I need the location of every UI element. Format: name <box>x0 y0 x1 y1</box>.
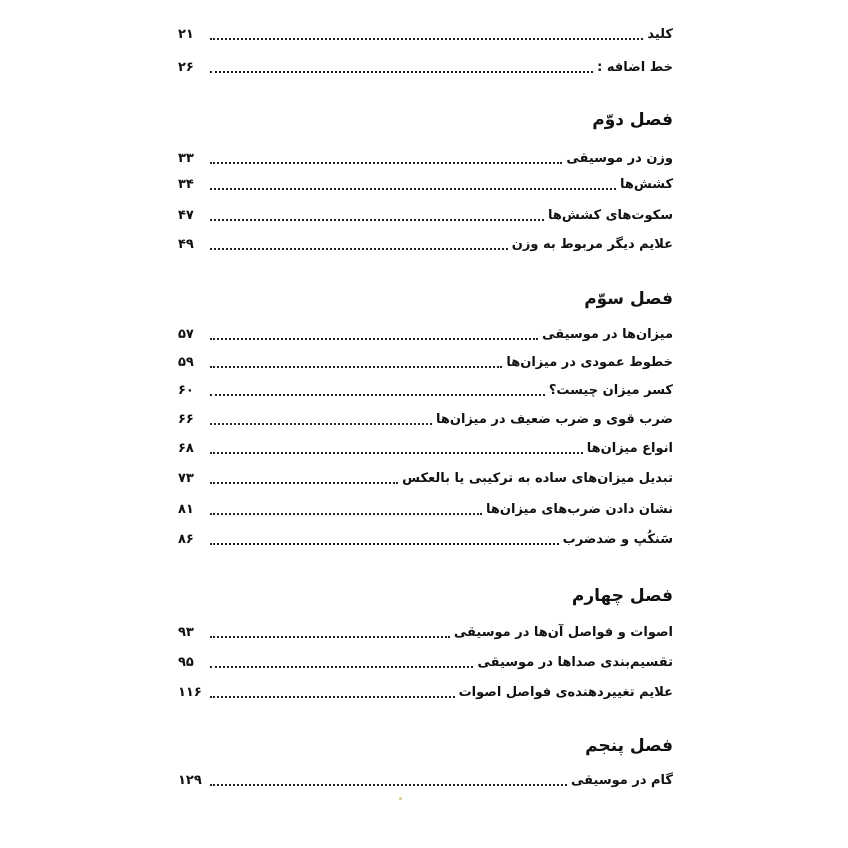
entry-title: تقسیم‌بندی صداها در موسیقی <box>477 655 673 670</box>
dot-leader <box>210 423 432 425</box>
dot-leader <box>210 188 616 190</box>
toc-entry[interactable] <box>178 350 673 372</box>
entry-page-number: ۸۶ <box>178 532 194 547</box>
entry-page-number: ۷۳ <box>178 471 194 486</box>
dot-leader <box>210 366 502 368</box>
toc-entry[interactable] <box>178 497 673 519</box>
dot-leader <box>210 696 455 698</box>
chapter-heading: فصل دوّم <box>592 110 673 130</box>
dot-leader <box>210 71 593 73</box>
toc-entry[interactable] <box>178 378 673 400</box>
entry-title: کشش‌ها <box>619 177 673 192</box>
entry-title: سکوت‌های کشش‌ها <box>548 208 673 223</box>
entry-title: تبدیل میزان‌های ساده به ترکیبی یا بالعکس <box>402 471 673 486</box>
dot-leader <box>210 248 508 250</box>
toc-entry[interactable] <box>178 407 673 429</box>
entry-title: خطوط عمودی در میزان‌ها <box>506 355 673 370</box>
entry-page-number: ۵۷ <box>178 327 194 342</box>
entry-title: علایم دیگر مربوط به وزن <box>511 237 673 252</box>
dot-leader <box>210 394 545 396</box>
dot-leader <box>210 543 559 545</box>
toc-entry[interactable] <box>178 146 673 168</box>
dot-leader <box>210 784 567 786</box>
entry-page-number: ۹۳ <box>178 625 194 640</box>
entry-page-number: ۶۶ <box>178 412 194 427</box>
entry-page-number: ۸۱ <box>178 502 194 517</box>
toc-entry[interactable] <box>178 466 673 488</box>
toc-entry[interactable] <box>178 436 673 458</box>
dot-leader <box>210 162 562 164</box>
entry-title: وزن در موسیقی <box>566 151 673 166</box>
entry-title: کسر میزان چیست؟ <box>548 383 673 398</box>
dot-leader <box>210 513 482 515</box>
entry-page-number: ۲۶ <box>178 60 194 75</box>
chapter-heading: فصل سوّم <box>584 289 673 309</box>
toc-entry[interactable] <box>178 203 673 225</box>
entry-page-number: ۴۷ <box>178 208 194 223</box>
dot-leader <box>210 636 450 638</box>
entry-page-number: ۶۰ <box>178 383 194 398</box>
toc-entry[interactable] <box>178 232 673 254</box>
entry-title: گام در موسیقی <box>571 773 673 788</box>
dot-leader <box>210 38 643 40</box>
entry-page-number: ۳۴ <box>178 177 194 192</box>
chapter-heading: فصل پنجم <box>585 736 673 756</box>
entry-title: علایم تغییردهنده‌ی فواصل اصوات <box>458 685 673 700</box>
toc-entry[interactable] <box>178 55 673 77</box>
entry-page-number: ۱۲۹ <box>178 773 202 788</box>
toc-entry[interactable] <box>178 22 673 44</box>
dot-leader <box>210 219 544 221</box>
entry-page-number: ۱۱۶ <box>178 685 202 700</box>
paper-speck <box>399 797 402 800</box>
entry-page-number: ۹۵ <box>178 655 194 670</box>
entry-title: اصوات و فواصل آن‌ها در موسیقی <box>453 625 673 640</box>
entry-title: خط اضافه : <box>597 60 673 75</box>
dot-leader <box>210 666 473 668</box>
entry-title: ضرب قوی و ضرب ضعیف در میزان‌ها <box>436 412 673 427</box>
entry-title: نشان دادن ضرب‌های میزان‌ها <box>486 502 673 517</box>
toc-entry[interactable] <box>178 172 673 194</box>
entry-page-number: ۵۹ <box>178 355 194 370</box>
toc-entry[interactable] <box>178 620 673 642</box>
toc-entry[interactable] <box>178 680 673 702</box>
chapter-heading: فصل چهارم <box>571 586 673 606</box>
toc-entry[interactable] <box>178 527 673 549</box>
entry-page-number: ۶۸ <box>178 441 194 456</box>
entry-page-number: ۲۱ <box>178 27 194 42</box>
entry-title: میزان‌ها در موسیقی <box>542 327 673 342</box>
entry-title: انواع میزان‌ها <box>586 441 673 456</box>
toc-entry[interactable] <box>178 322 673 344</box>
entry-title: سَنکُپ و ضدضرب <box>562 532 673 547</box>
dot-leader <box>210 452 583 454</box>
entry-page-number: ۴۹ <box>178 237 194 252</box>
entry-title: کلید <box>647 27 673 42</box>
toc-entry[interactable] <box>178 768 673 790</box>
dot-leader <box>210 482 398 484</box>
dot-leader <box>210 338 538 340</box>
toc-entry[interactable] <box>178 650 673 672</box>
entry-page-number: ۳۳ <box>178 151 194 166</box>
